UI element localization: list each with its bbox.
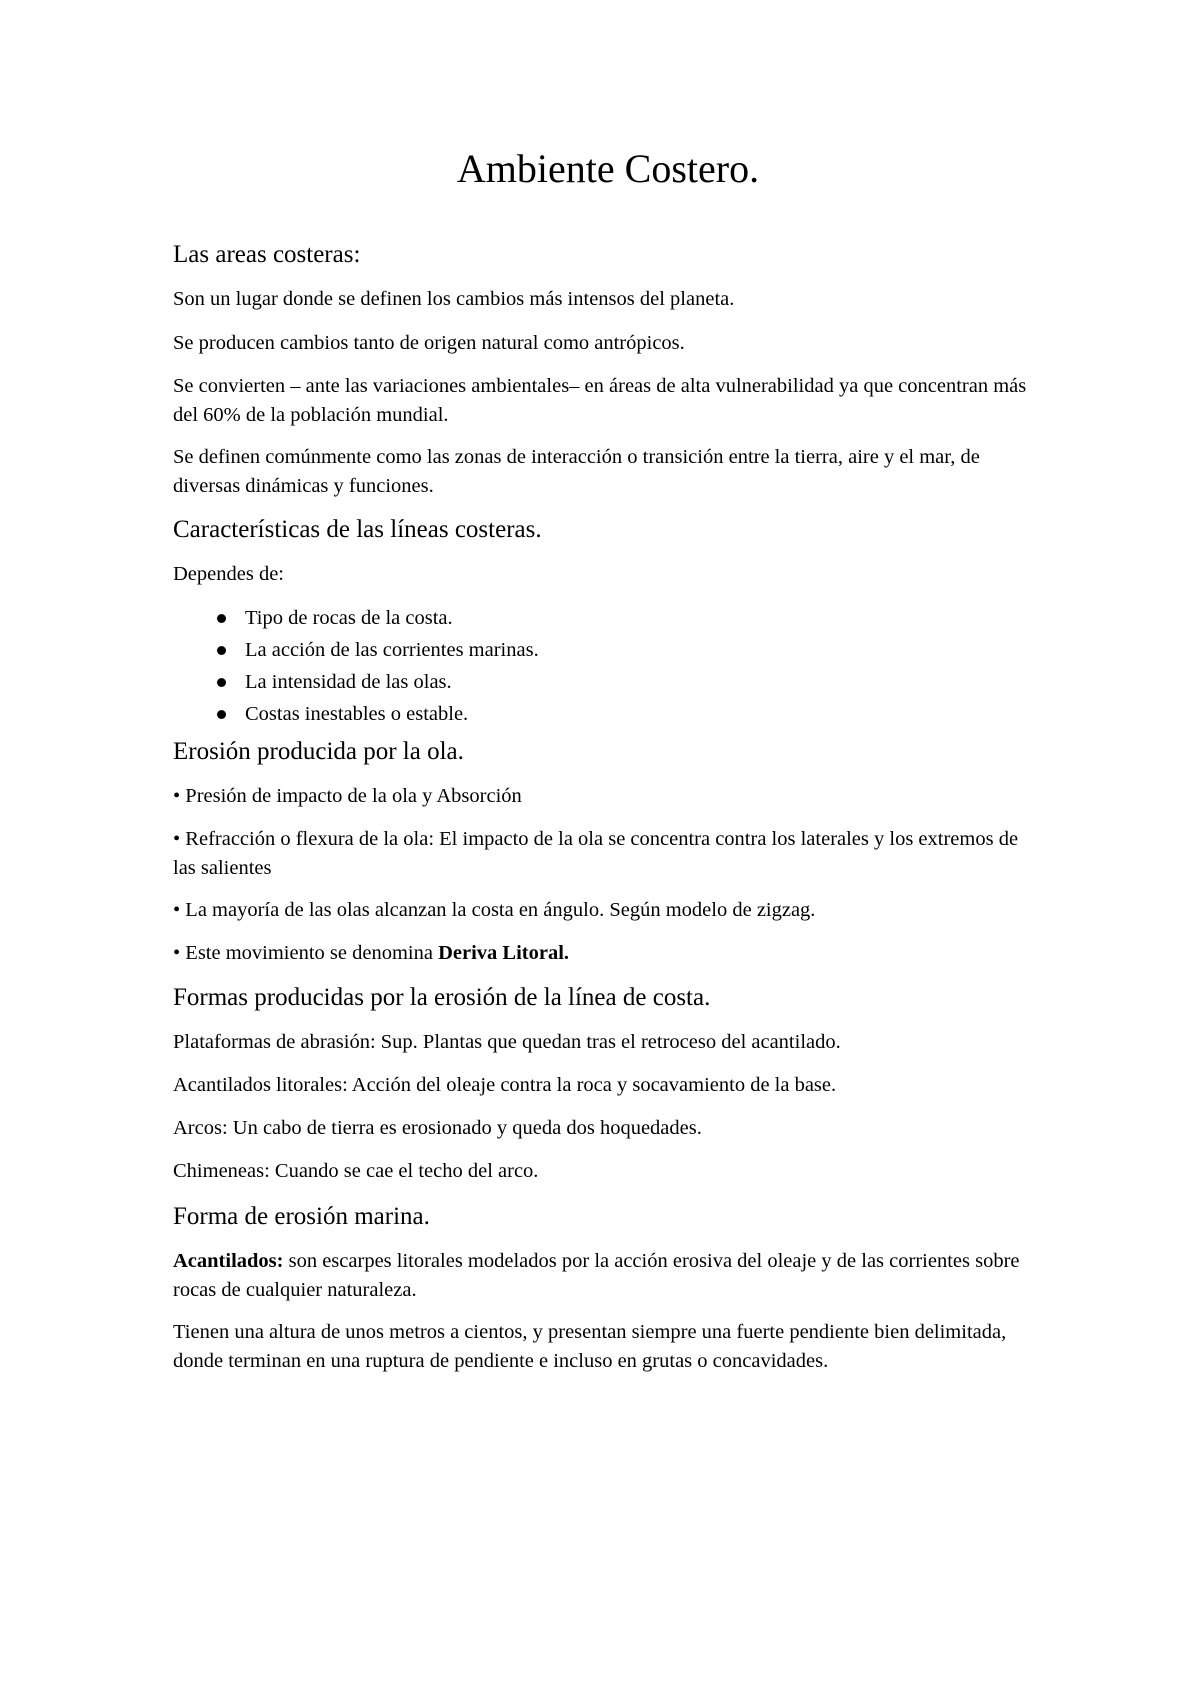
section-heading-areas-costeras: Las areas costeras: xyxy=(173,241,361,268)
bullet-icon xyxy=(217,678,226,687)
paragraph: Se convierten – ante las variaciones ambientales– en áreas de alta vulnerabilidad ya que concentran más del 60% de la población mundial. xyxy=(173,375,1027,426)
section-heading-erosion-ola: Erosión producida por la ola. xyxy=(173,738,464,765)
paragraph: Chimeneas: Cuando se cae el techo del arco. xyxy=(173,1160,539,1182)
section-heading-erosion-marina: Forma de erosión marina. xyxy=(173,1203,430,1230)
characteristics-list xyxy=(173,602,539,730)
list-item: La acción de las corrientes marinas. xyxy=(173,634,539,666)
list-item: Tipo de rocas de la costa. xyxy=(173,602,539,634)
paragraph: Se producen cambios tanto de origen natural como antrópicos. xyxy=(173,332,685,354)
paragraph: Plataformas de abrasión: Sup. Plantas que quedan tras el retroceso del acantilado. xyxy=(173,1031,841,1053)
paragraph: Se definen comúnmente como las zonas de interacción o transición entre la tierra, aire y el mar, de diversas dinámicas y funciones. xyxy=(173,446,980,497)
list-item: La intensidad de las olas. xyxy=(173,666,539,698)
document-title: Ambiente Costero. xyxy=(456,146,760,191)
term-deriva-litoral: Deriva Litoral. xyxy=(438,942,570,964)
paragraph: • Presión de impacto de la ola y Absorción xyxy=(173,785,522,807)
section-heading-caracteristicas: Características de las líneas costeras. xyxy=(173,516,542,543)
bullet-icon xyxy=(217,614,226,623)
bullet-icon xyxy=(217,646,226,655)
paragraph: Acantilados litorales: Acción del oleaje contra la roca y socavamiento de la base. xyxy=(173,1074,837,1096)
list-item: Costas inestables o estable. xyxy=(173,698,539,730)
paragraph: • Refracción o flexura de la ola: El impacto de la ola se concentra contra los laterales y los extremos de las salientes xyxy=(173,828,1019,879)
section-heading-formas-erosion: Formas producidas por la erosión de la línea de costa. xyxy=(173,984,711,1011)
paragraph: Arcos: Un cabo de tierra es erosionado y queda dos hoquedades. xyxy=(173,1117,702,1139)
paragraph: • La mayoría de las olas alcanzan la costa en ángulo. Según modelo de zigzag. xyxy=(173,899,816,921)
paragraph: Son un lugar donde se definen los cambios más intensos del planeta. xyxy=(173,288,735,310)
paragraph-deriva-litoral: • Este movimiento se denomina Deriva Litoral. xyxy=(173,942,570,964)
bullet-icon xyxy=(217,710,226,719)
list-intro: Dependes de: xyxy=(173,563,284,585)
paragraph: Tienen una altura de unos metros a cientos, y presentan siempre una fuerte pendiente bien delimitada, donde terminan en una ruptura de pendiente e incluso en grutas o concavidades. xyxy=(173,1321,1007,1372)
term-acantilados: Acantilados: xyxy=(173,1250,284,1272)
paragraph-acantilados: Acantilados: son escarpes litorales modelados por la acción erosiva del oleaje y de las corrientes sobre rocas de cualquier naturaleza. xyxy=(173,1250,1020,1301)
